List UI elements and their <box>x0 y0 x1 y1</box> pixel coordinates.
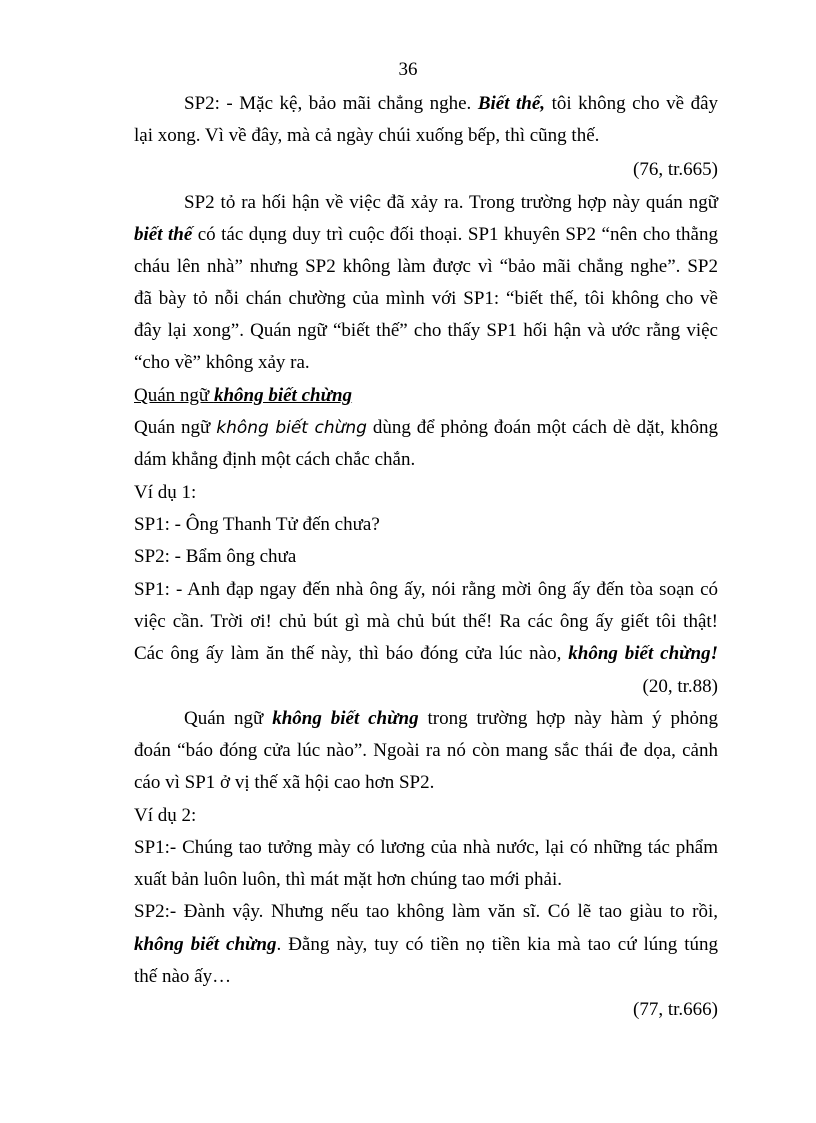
text-line: không biết chừng. Đằng này, tuy có tiền nọ tiền kia mà tao cứ lúng túng <box>134 934 718 955</box>
emphasis-phrase: biết thế <box>134 224 193 245</box>
text-line: Ví dụ 1: <box>134 482 197 503</box>
emphasis-phrase: không biết chừng! <box>568 643 719 664</box>
emphasis-phrase: không biết chừng <box>272 708 419 729</box>
text-line: SP2: - Bẩm ông chưa <box>134 546 297 567</box>
italic-phrase: không biết chừng <box>216 418 367 438</box>
emphasis-phrase: không biết chừng <box>134 934 277 955</box>
text-line: SP1:- Chúng tao tưởng mày có lương của nhà nước, lại có những tác phẩm <box>134 837 718 858</box>
page-number: 36 <box>398 59 418 80</box>
emphasis-phrase: không biết chừng <box>213 385 353 406</box>
section-heading: Quán ngữ không biết chừng <box>134 385 353 406</box>
text-line: thế nào ấy… <box>134 966 232 987</box>
text-line: cháu lên nhà” nhưng SP2 không làm được vì “bảo mãi chẳng nghe”. SP2 <box>134 256 718 277</box>
citation: (20, tr.88) <box>642 676 718 697</box>
text-line: “cho về” không xảy ra. <box>134 352 310 373</box>
text-line: Quán ngữ không biết chừng trong trường hợp này hàm ý phỏng <box>184 708 719 729</box>
citation: (77, tr.666) <box>633 999 718 1020</box>
citation: (76, tr.665) <box>633 159 718 180</box>
text-line: SP1: - Ông Thanh Tử đến chưa? <box>134 514 380 535</box>
text-line: SP2 tỏ ra hối hận về việc đã xảy ra. Trong trường hợp này quán ngữ <box>184 192 718 213</box>
text-line: Ví dụ 2: <box>134 805 197 826</box>
text-line: việc cần. Trời ơi! chủ bút gì mà chủ bút thế! Ra các ông ấy giết tôi thật! <box>134 611 718 632</box>
text-line: lại xong. Vì về đây, mà cả ngày chúi xuống bếp, thì cũng thế. <box>134 125 600 146</box>
text-line: biết thế có tác dụng duy trì cuộc đối thoại. SP1 khuyên SP2 “nên cho thằng <box>134 224 718 245</box>
emphasis-phrase: Biết thế, <box>477 93 546 114</box>
text-line: Các ông ấy làm ăn thế này, thì báo đóng cửa lúc nào, không biết chừng! <box>134 643 719 664</box>
text-line: đã bày tỏ nỗi chán chường của mình với SP1: “biết thế, tôi không cho về <box>134 288 718 309</box>
text-line: cáo vì SP1 ở vị thế xã hội cao hơn SP2. <box>134 772 435 793</box>
text-line: SP2: - Mặc kệ, bảo mãi chẳng nghe. Biết thế, tôi không cho về đây <box>184 93 719 114</box>
text-line: SP2:- Đành vậy. Nhưng nếu tao không làm văn sĩ. Có lẽ tao giàu to rồi, <box>134 901 718 922</box>
text-line: đây lại xong”. Quán ngữ “biết thế” cho thấy SP1 hối hận và ước rằng việc <box>134 320 718 341</box>
text-line: dám khẳng định một cách chắc chắn. <box>134 449 416 470</box>
text-line: Quán ngữ không biết chừng dùng để phỏng đoán một cách dè dặt, không <box>134 417 718 438</box>
text-line: SP1: - Anh đạp ngay đến nhà ông ấy, nói rằng mời ông ấy đến tòa soạn có <box>134 579 718 600</box>
text-line: đoán “báo đóng cửa lúc nào”. Ngoài ra nó còn mang sắc thái đe dọa, cảnh <box>134 740 718 761</box>
text-line: xuất bản luôn luôn, thì mát mặt hơn chúng tao mới phải. <box>134 869 563 890</box>
